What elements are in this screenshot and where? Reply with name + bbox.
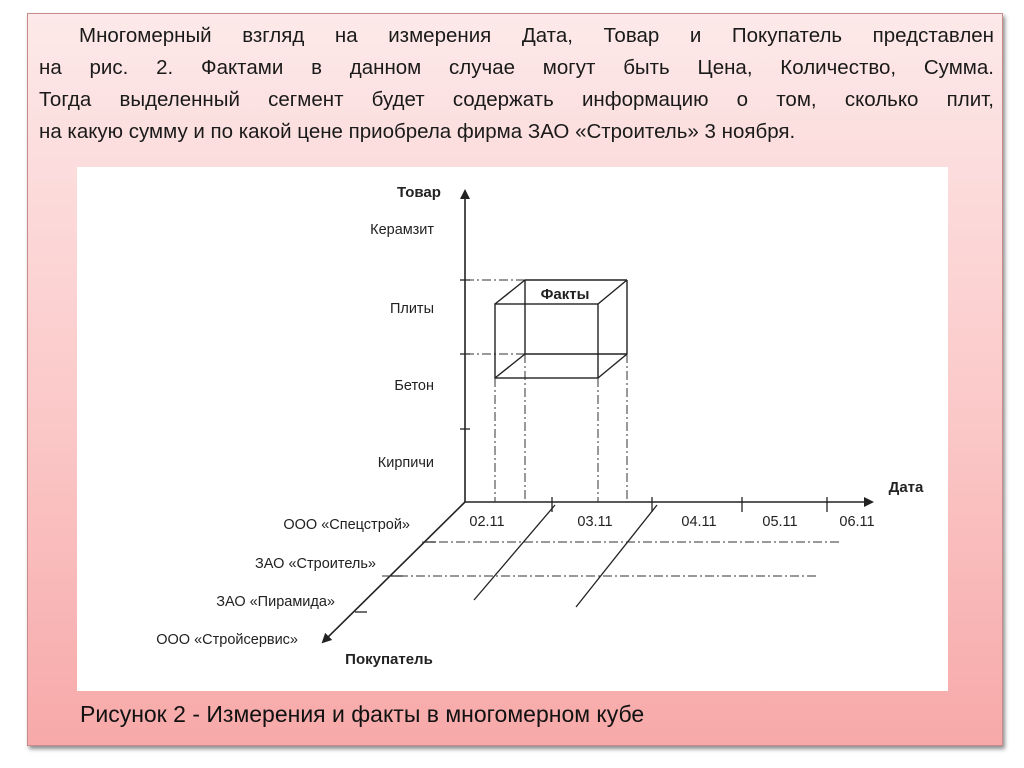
paragraph-line-2: на рис. 2. Фактами в данном случае могут быть Цена, Количество, Сумма.	[39, 56, 994, 79]
paragraph-line-3: Тогда выделенный сегмент будет содержать информацию о том, сколько плит,	[39, 88, 994, 111]
cube-diagram-panel	[77, 167, 948, 691]
product-label: Плиты	[389, 301, 434, 317]
date-label: 05.11	[762, 514, 798, 530]
date-label: 04.11	[681, 514, 717, 530]
product-axis-title: Товар	[397, 184, 441, 201]
date-label: 06.11	[839, 514, 875, 530]
buyer-label: ЗАО «Строитель»	[255, 556, 376, 572]
product-label: Бетон	[394, 378, 434, 394]
date-label: 03.11	[577, 514, 613, 530]
figure-caption: Рисунок 2 - Измерения и факты в многомерном кубе	[80, 701, 645, 727]
buyer-axis-title: Покупатель	[345, 651, 433, 668]
product-label: Кирпичи	[377, 455, 434, 471]
product-label: Керамзит	[370, 222, 434, 238]
date-axis-title: Дата	[888, 479, 924, 496]
paragraph-line-1: Многомерный взгляд на измерения Дата, Товар и Покупатель представлен	[79, 24, 994, 47]
buyer-label: ООО «Спецстрой»	[283, 517, 410, 533]
body-paragraph	[39, 20, 994, 148]
paragraph-line-4: на какую сумму и по какой цене приобрела фирма ЗАО «Строитель» 3 ноября.	[39, 120, 796, 143]
buyer-label: ООО «Стройсервис»	[156, 632, 298, 648]
date-label: 02.11	[469, 514, 505, 530]
cube-label: Факты	[540, 286, 590, 303]
cube-diagram	[77, 167, 948, 691]
buyer-label: ЗАО «Пирамида»	[216, 594, 335, 610]
